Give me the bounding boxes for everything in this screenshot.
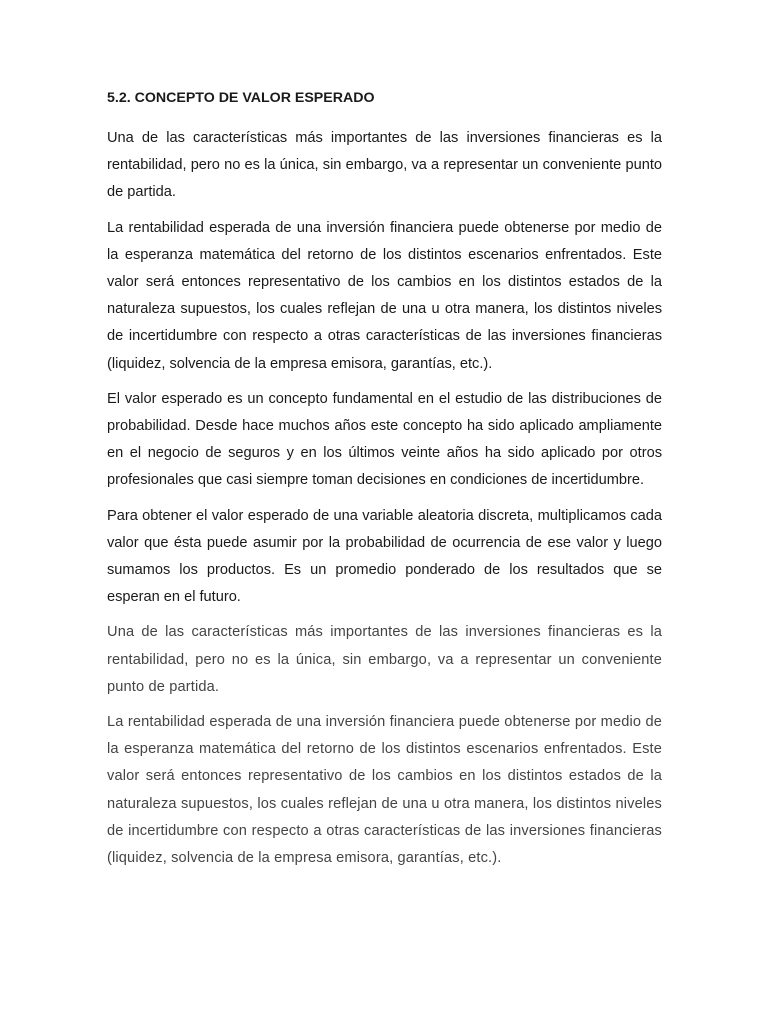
paragraph-3: El valor esperado es un concepto fundamental en el estudio de las distribuciones de probabilidad. Desde hace muchos años este concepto ha sido aplicado ampliamente en el negocio de seguros y en los últimos veinte años ha sido aplicado por otros profesionales que casi siempre toman decisiones en condiciones de incertidumbre. xyxy=(107,390,662,489)
paragraph-2: La rentabilidad esperada de una inversión financiera puede obtenerse por medio de la esperanza matemática del retorno de los distintos escenarios enfrentados. Este valor será entonces representativo de los cambios en los distintos estados de la naturaleza supuestos, los cuales reflejan de una u otra manera, los distintos niveles de incertidumbre con respecto a otras características de las inversiones financieras (liquidez, solvencia de la empresa emisora, garantías, etc.). xyxy=(107,219,662,372)
paragraph-5: Una de las características más importantes de las inversiones financieras es la rentabilidad, pero no es la única, sin embargo, va a representar un conveniente punto de partida. xyxy=(107,624,662,695)
section-heading: 5.2. CONCEPTO DE VALOR ESPERADO xyxy=(107,90,375,106)
paragraph-4: Para obtener el valor esperado de una variable aleatoria discreta, multiplicamos cada valor que ésta puede asumir por la probabilidad de ocurrencia de ese valor y luego sumamos los productos. Es un promedio ponderado de los resultados que se esperan en el futuro. xyxy=(107,507,662,606)
paragraph-6: La rentabilidad esperada de una inversión financiera puede obtenerse por medio de la esperanza matemática del retorno de los distintos escenarios enfrentados. Este valor será entonces representativo de los cambios en los distintos estados de la naturaleza supuestos, los cuales reflejan de una u otra manera, los distintos niveles de incertidumbre con respecto a otras características de las inversiones financieras (liquidez, solvencia de la empresa emisora, garantías, etc.). xyxy=(107,714,662,867)
paragraph-1: Una de las características más importantes de las inversiones financieras es la rentabilidad, pero no es la única, sin embargo, va a representar un conveniente punto de partida. xyxy=(107,130,662,201)
